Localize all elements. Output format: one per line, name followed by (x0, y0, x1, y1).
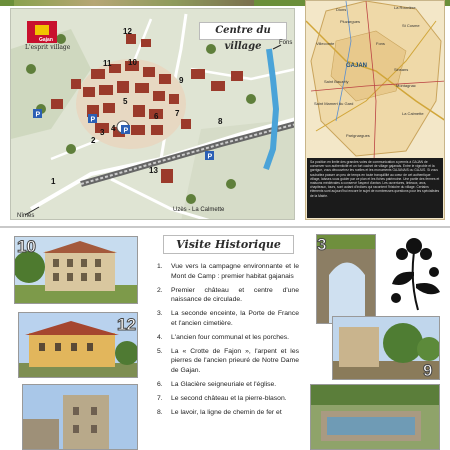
gajan-logo (25, 21, 71, 59)
label-nimes: Nîmes (17, 213, 35, 219)
map-marker-6[interactable]: 6 (154, 112, 159, 121)
photo-lavoir-image (311, 385, 440, 450)
photo-number: 9 (423, 361, 433, 380)
list-item-text: La seconde enceinte, la Porte de France et l'ancien cimetière. (171, 310, 299, 327)
region-place: Saint Bauzèly (324, 79, 349, 84)
map-marker-13[interactable]: 13 (149, 166, 158, 175)
photo-9 (332, 316, 440, 380)
logo-word: Gajan (39, 37, 53, 43)
list-item: 5. La « Crotte de Fajon », l'arpent et les pierres de l'ancien prieuré de Notre Dame de Gajan. (157, 347, 299, 374)
photo-lavoir (310, 384, 440, 450)
list-item-text: Premier château et centre d'une naissance de circulade. (171, 286, 299, 303)
photo-tower-image (23, 385, 138, 450)
list-item-text: Le lavoir, la ligne de chemin de fer et (171, 408, 282, 416)
map-marker-11[interactable]: 11 (103, 59, 112, 68)
parking-sign: P (35, 111, 41, 119)
photo-12 (18, 312, 138, 378)
logo-tagline: L'esprit village (25, 44, 71, 51)
region-place: Parignargues (346, 133, 370, 138)
map-marker-10[interactable]: 10 (128, 58, 137, 67)
list-item: 1. Vue vers la campagne environnante et le Mont de Camp : premier habitat gajanais (157, 263, 299, 280)
top-photo-strip (14, 0, 254, 6)
region-place: Saint Mamert du Gard (314, 101, 354, 106)
list-item: 7. Le second château et la pierre-blason. (157, 394, 287, 402)
map-marker-8[interactable]: 8 (218, 117, 223, 126)
parking-sign: P (123, 127, 129, 135)
map-marker-4[interactable]: 4 (111, 124, 116, 133)
label-fons: Fons (279, 40, 293, 46)
photo-number: 10 (17, 237, 36, 256)
list-item: 8. Le lavoir, la ligne de chemin de fer et (157, 408, 282, 416)
map-marker-1[interactable]: 1 (51, 177, 56, 186)
map-marker-7[interactable]: 7 (175, 109, 180, 118)
photo-number: 12 (117, 315, 136, 334)
list-item-text: La « Crotte de Fajon », l'arpent et les pierres de l'ancien prieuré de Notre Dame de Gajan. (171, 347, 299, 374)
visit-title: Visite Historique (163, 235, 294, 254)
region-place: Sinsans (394, 67, 409, 72)
list-item: 3. La seconde enceinte, la Porte de France et l'ancien cimetière. (157, 310, 299, 327)
region-place: La Calmette (402, 111, 424, 116)
map-marker-12[interactable]: 12 (123, 27, 132, 36)
region-caption: Sa position en limite des grandes voies de communication a permis à GAJAN de conserver son authenticité et un fort cachet de village gajanais. Entre le vignoble et la garrigue, vous découvrirez les ruelles et les monuments GAJANAIS ou GAJUS. Si vous souhaitez passer un peu de temps en toute tranquillité au cœur de cet authentique village, laissez-vous guider par ce plan et les fiches patrimoine. Une partie des fermes et maisons médiévales a conservé l'aspect d'antan. Les ouvertures, linteaux, arcs, chapiteaux, tours, sont autant d'indices qui racontent l'histoire du village. Certains éléments sont aujourd'hui encore le sujet de nombreuses questions pour les spécialistes de la Mairie. (307, 158, 443, 218)
photo-3 (316, 234, 376, 324)
label-uzes: Uzès - La Calmette (173, 207, 225, 213)
map-marker-5[interactable]: 5 (123, 97, 128, 106)
list-item: 2. Premier château et centre d'une naissance de circulade. (157, 286, 299, 303)
parking-sign: P (207, 153, 213, 161)
region-place: St Cosme (402, 23, 420, 28)
photo-10 (14, 236, 138, 304)
region-label-gajan: GAJAN (346, 63, 368, 69)
list-item-text: Vue vers la campagne environnante et le Mont de Camp : premier habitat gajanais (171, 263, 299, 280)
list-item-text: Le second château et la pierre-blason. (171, 394, 287, 402)
list-item-text: L'ancien four communal et les porches. (171, 333, 290, 341)
visit-list (157, 262, 299, 422)
map-title: Centre du village (199, 22, 287, 40)
map-marker-3[interactable]: 3 (100, 128, 105, 137)
region-place: Montagnac (396, 83, 416, 88)
flower-ornament-icon (384, 232, 446, 312)
region-place: Villecomte (316, 41, 335, 46)
village-map (10, 8, 295, 220)
region-place: La Rouvière (394, 5, 416, 10)
photo-tower (22, 384, 138, 450)
list-item: 4. L'ancien four communal et les porches. (157, 333, 290, 341)
photo-number: 3 (317, 235, 327, 254)
map-marker-2[interactable]: 2 (91, 136, 96, 145)
region-place: Fons (376, 41, 385, 46)
parking-sign: P (90, 116, 96, 124)
map-marker-9[interactable]: 9 (179, 76, 184, 85)
region-place: Dions (336, 7, 347, 12)
list-item: 6. La Glacière seigneuriale et l'église. (157, 380, 277, 388)
list-item-text: La Glacière seigneuriale et l'église. (171, 380, 277, 388)
region-place: Pluzargues (340, 19, 361, 24)
